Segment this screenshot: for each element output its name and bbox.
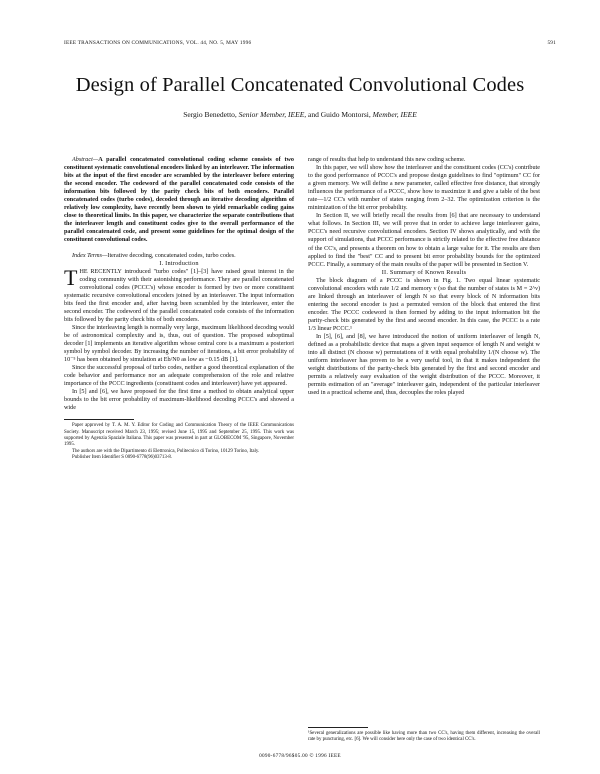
- abstract-label: Abstract—: [72, 157, 99, 163]
- author-2-name: Guido Montorsi,: [320, 110, 371, 119]
- paper-title: Design of Parallel Concatenated Convolutional Codes: [75, 74, 525, 96]
- author-2-role: Member, IEEE: [372, 110, 417, 119]
- footnote-rule: [64, 419, 134, 420]
- index-terms-text: Iterative decoding, concatenated codes, turbo codes.: [107, 252, 236, 259]
- author-conjunction: and: [308, 110, 319, 119]
- journal-header: IEEE TRANSACTIONS ON COMMUNICATIONS, VOL. 44, NO. 5, MAY 1996: [64, 40, 252, 46]
- section-2-paragraph-2: In [5], [6], and [8], we have introduced the notion of uniform interleaver of length N, defined as a probabilistic device that maps a given input sequence of length N and weight w into all distinct (N choose w) permutations of it with equal probability 1/(N choose w). The uniform interleaver has proven to be a very useful tool, in that it makes independent the weight distributions of the parity-check bits generated by the first and second encoder and permits a relatively easy evaluation of the weight distribution of the PCCC. Moreover, it permits estimation of an "average" interleaver gain, independent of the particular interleaver used in a practical scheme and, thus, decouples the roles played: [308, 334, 540, 397]
- intro-paragraph-3: Since the successful proposal of turbo codes, neither a good theoretical explanation of the code behavior and performance nor an adequate comprehension of the role and relative importance of the PCCC ingredients (constituent codes and interleaver) have yet appeared.: [64, 365, 294, 388]
- section-1-heading: I. Introduction: [159, 259, 199, 267]
- right-paragraph-3: In Section II, we will briefly recall the results from [6] that are necessary to understand what follows. In Section III, we will prove that in order to achieve large interleaver gains, PCCC's need recursive convolutional encoders. Section IV shows analytically, and with the support of simulations, that PCCC performance is strictly related to the effective free distance of the CC's, and presents a theorem on how to obtain a large value for it. The results are then applied to find the "best" CC and to present bit error probability bounds for the optimized PCCC. Finally, a summary of the main results of the paper will be presented in Section V.: [308, 213, 540, 268]
- right-paragraph-2: In this paper, we will show how the interleaver and the constituent codes (CC's) contribute to the good performance of PCCC's and propose design guidelines to find "optimum" CC for a given memory. We will define a new parameter, called effective free distance, that strongly influences the performance of a PCCC, show how to maximize it and give a table of the best rate—1/2 CC's with number of states ranging from 2–32. The optimization criterion is the minimization of the bit error probability.: [308, 165, 540, 212]
- author-line: [0, 110, 600, 119]
- index-terms: [64, 252, 294, 260]
- author-1-role: Senior Member, IEEE,: [238, 110, 307, 119]
- footnote-1: ¹Several generalizations are possible like having more than two CC's, having them different, increasing the overall rate by puncturing, etc. [6]. We will consider here only the case of two identical CC's.: [308, 731, 540, 743]
- right-column: [308, 156, 540, 397]
- left-column: [64, 156, 294, 461]
- footnote-manuscript: Paper approved by T. A. M. Y. Editor for Coding and Communication Theory of the IEEE Communications Society. Manuscript received March 23, 1995; revised June 15, 1995 and September 25, 1995. This work was supported by Agenzia Spaziale Italiana. This paper was presented in part at GLOBECOM '95, Singapore, November 1995.: [64, 423, 294, 448]
- running-header: [64, 40, 556, 46]
- abstract: [64, 156, 294, 245]
- section-2-paragraph-1: The block diagram of a PCCC is shown in Fig. 1. Two equal linear systematic convolutional encoders with rate 1/2 and memory ν (so that the number of states is M = 2^ν) are linked through an interleaver of length N so that every block of N information bits entering the second encoder is just a permuted version of the block that entered the first encoder. The PCCC codeword is then formed by adding to the input information bit the parity-check bits generated by the first and second encoder. In this case, the PCCC is a rate 1/3 linear PCCC.¹: [308, 277, 540, 332]
- intro-paragraph-2: Since the interleaving length is normally very large, maximum likelihood decoding would be of astronomical complexity and is, thus, out of question. The proposed suboptimal decoder [1] implements an iterative algorithm whose central core is a maximum a posteriori symbol by symbol decoder. By increasing the number of iterations, a bit error probability of 10⁻⁵ has been obtained by simulation at Eb/N0 as low as −0.15 dB [1].: [64, 324, 294, 364]
- author-1-name: Sergio Benedetto,: [183, 110, 237, 119]
- abstract-text: A parallel concatenated convolutional coding scheme consists of two constituent systematic convolutional encoders linked by an interleaver. The information bits at the input of the first encoder are scrambled by the interleaver before entering the second encoder. The codeword of the parallel concatenated code consists of the information bits followed by the parity check bits of both encoders. Parallel concatenated codes (turbo codes), decoded through an iterative decoding algorithm of relatively low complexity, have recently been shown to yield remarkable coding gains close to theoretical limits. In this paper, we characterize the separate contributions that the interleaver length and constituent codes give to the overall performance of the parallel concatenated code, and present some guidelines for the optimal design of the constituent convolutional codes.: [64, 157, 294, 244]
- index-terms-label: Index Terms—: [72, 252, 108, 259]
- intro-smallcaps: HE RECENTLY: [79, 268, 122, 275]
- intro-paragraph-1: [64, 264, 294, 324]
- drop-cap: T: [64, 264, 78, 290]
- footnote-publisher-id: Publisher Item Identifier S 0090-6778(96)03713-8.: [72, 454, 173, 460]
- right-footnote: [308, 720, 540, 744]
- section-2-heading: II. Summary of Known Results: [381, 268, 467, 276]
- intro-paragraph-4: In [5] and [6], we have proposed for the first time a method to obtain analytical upper bounds to the bit error probability of maximum-likelihood decoding PCCC's and showed a wide: [64, 389, 294, 412]
- right-footnote-rule: [308, 727, 368, 728]
- footnote-affiliation: The authors are with the Dipartimento di Elettronica, Politecnico di Torino, 10129 Torino, Italy.: [72, 448, 260, 454]
- copyright-id: 0090-6778/96$05.00 © 1996 IEEE: [259, 753, 341, 759]
- page-number: 591: [547, 40, 556, 46]
- right-paragraph-1: range of results that help to understand this new coding scheme.: [308, 157, 466, 163]
- intro-p1-text: introduced "turbo codes" [1]–[3] have raised great interest in the coding community with their astonishing performance. They are parallel concatenated convolutional codes (PCCC's) whose encoder is formed by two or more constituent systematic recursive convolutional encoders joined by an interleaver. The input information bits feed the first encoder and, after having been scrambled by the interleaver, enter the second encoder. The codeword of the parallel concatenated code consists of the information bits followed by the parity check bits of both encoders.: [64, 268, 294, 323]
